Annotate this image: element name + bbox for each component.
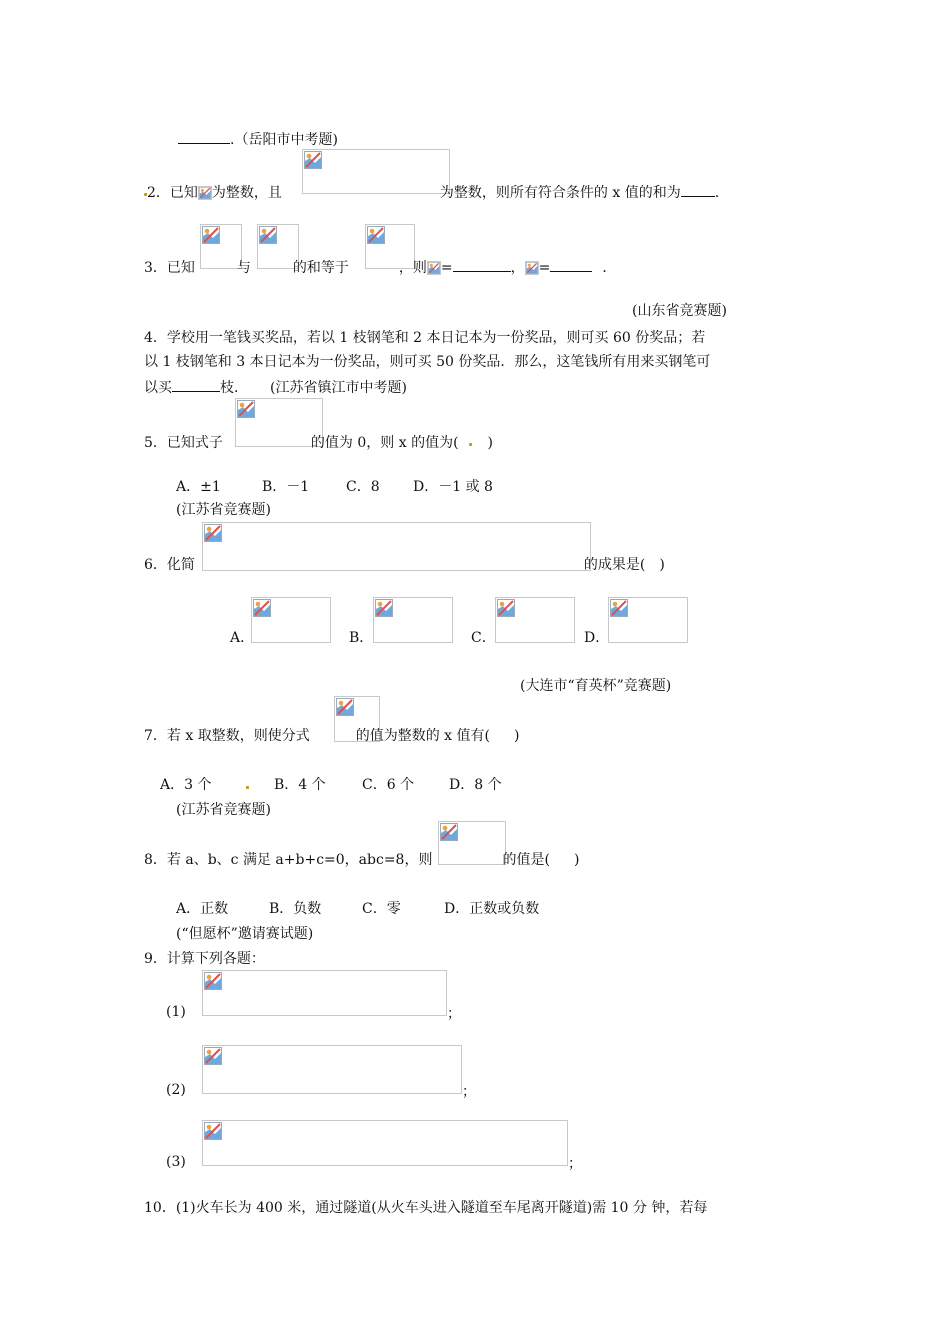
- q9-item-2: (2): [166, 1082, 186, 1098]
- q8-option-a: A．正数: [176, 901, 229, 917]
- q5-option-d: D．－1 或 8: [413, 479, 493, 495]
- broken-image-icon: [428, 262, 440, 274]
- answer-blank: [178, 129, 230, 144]
- question-8: 8．若 a、b、c 满足 a+b+c=0，abc=8，则 的值是( ): [144, 852, 580, 868]
- q8-option-c: C．零: [362, 901, 401, 917]
- q6-option-a: A．: [230, 630, 255, 646]
- q5-source: (江苏省竞赛题): [176, 502, 271, 518]
- formula-image: [251, 597, 331, 643]
- dot-mark: [246, 786, 249, 789]
- q4-line3: 以买 枝． (江苏省镇江市中考题): [144, 377, 407, 397]
- q1-source: .（岳阳市中考题): [230, 132, 338, 148]
- question-2: 2．已知 为整数，且 为整数，则所有符合条件的 x 值的和为 .: [144, 182, 719, 202]
- broken-image-icon: [526, 262, 538, 274]
- q9-title: 9．计算下列各题：: [144, 951, 265, 967]
- q6-option-c: C．: [471, 630, 496, 646]
- broken-image-icon: [237, 400, 255, 418]
- q6-option-d: D．: [584, 630, 610, 646]
- dot-mark: [469, 443, 472, 446]
- q7-option-d: D．8 个: [449, 777, 502, 793]
- q7-source: (江苏省竞赛题): [176, 802, 271, 818]
- q4-line2: 以 1 枝钢笔和 3 本日记本为一份奖品，则可买 50 份奖品．那么，这笔钱所有用来买钢笔可: [144, 354, 711, 370]
- q9-item-1-end: ；: [447, 1006, 461, 1022]
- q4-source: (江苏省镇江市中考题): [270, 380, 407, 396]
- question-5: 5．已知式子 的值为 0，则 x 的值为( ): [144, 435, 494, 451]
- q9-item-3: (3): [166, 1154, 186, 1170]
- formula-image: [373, 597, 453, 643]
- q6-option-b: B．: [349, 630, 374, 646]
- broken-image-icon: [204, 972, 222, 990]
- answer-blank: [550, 257, 592, 272]
- formula-image: [202, 1120, 568, 1166]
- q5-option-a: A．±1: [176, 479, 221, 495]
- question-3: 3．已知 与 的和等于 ，则 = ， = ．: [144, 257, 616, 277]
- broken-image-icon: [204, 1047, 222, 1065]
- formula-image-inline: [427, 261, 441, 275]
- q7-option-b: B．4 个: [274, 777, 326, 793]
- formula-image: [495, 597, 575, 643]
- broken-image-icon: [199, 187, 211, 199]
- broken-image-icon: [440, 823, 458, 841]
- broken-image-icon: [259, 226, 277, 244]
- broken-image-icon: [336, 698, 354, 716]
- formula-image-inline: [525, 261, 539, 275]
- q10-line1: 10．(1)火车长为 400 米，通过隧道(从火车头进入隧道至车尾离开隧道)需 10 分 钟，若每: [144, 1200, 708, 1216]
- q7-option-c: C．6 个: [362, 777, 415, 793]
- broken-image-icon: [367, 226, 385, 244]
- q8-option-d: D．正数或负数: [444, 901, 540, 917]
- broken-image-icon: [202, 226, 220, 244]
- q6-source: (大连市“育英杯”竞赛题): [520, 678, 672, 694]
- broken-image-icon: [610, 599, 628, 617]
- formula-image: [608, 597, 688, 643]
- question-7: 7．若 x 取整数，则使分式 的值为整数的 x 值有( ): [144, 728, 520, 744]
- broken-image-icon: [253, 599, 271, 617]
- q9-item-2-end: ；: [462, 1084, 476, 1100]
- q8-source: (“但愿杯”邀请赛试题): [176, 926, 314, 942]
- q4-line1: 4．学校用一笔钱买奖品，若以 1 枝钢笔和 2 本日记本为一份奖品，则可买 60 份奖品；若: [144, 330, 706, 346]
- q9-item-1: (1): [166, 1004, 186, 1020]
- q9-item-3-end: ；: [568, 1156, 582, 1172]
- question-6: 6．化简 的成果是( ): [144, 557, 665, 573]
- broken-image-icon: [375, 599, 393, 617]
- broken-image-icon: [204, 524, 222, 542]
- formula-image-inline: [198, 186, 212, 200]
- q8-option-b: B．负数: [269, 901, 322, 917]
- q3-source: (山东省竞赛题): [632, 303, 727, 319]
- broken-image-icon: [304, 151, 322, 169]
- broken-image-icon: [497, 599, 515, 617]
- answer-blank: [453, 257, 511, 272]
- q5-option-c: C．8: [346, 479, 380, 495]
- formula-image: [202, 970, 447, 1016]
- answer-blank: [172, 377, 220, 392]
- formula-image: [202, 1045, 462, 1094]
- answer-blank: [681, 182, 715, 197]
- q5-option-b: B．－1: [262, 479, 310, 495]
- broken-image-icon: [204, 1122, 222, 1140]
- q7-option-a: A．3 个: [160, 777, 212, 793]
- q1-tail: [178, 129, 338, 149]
